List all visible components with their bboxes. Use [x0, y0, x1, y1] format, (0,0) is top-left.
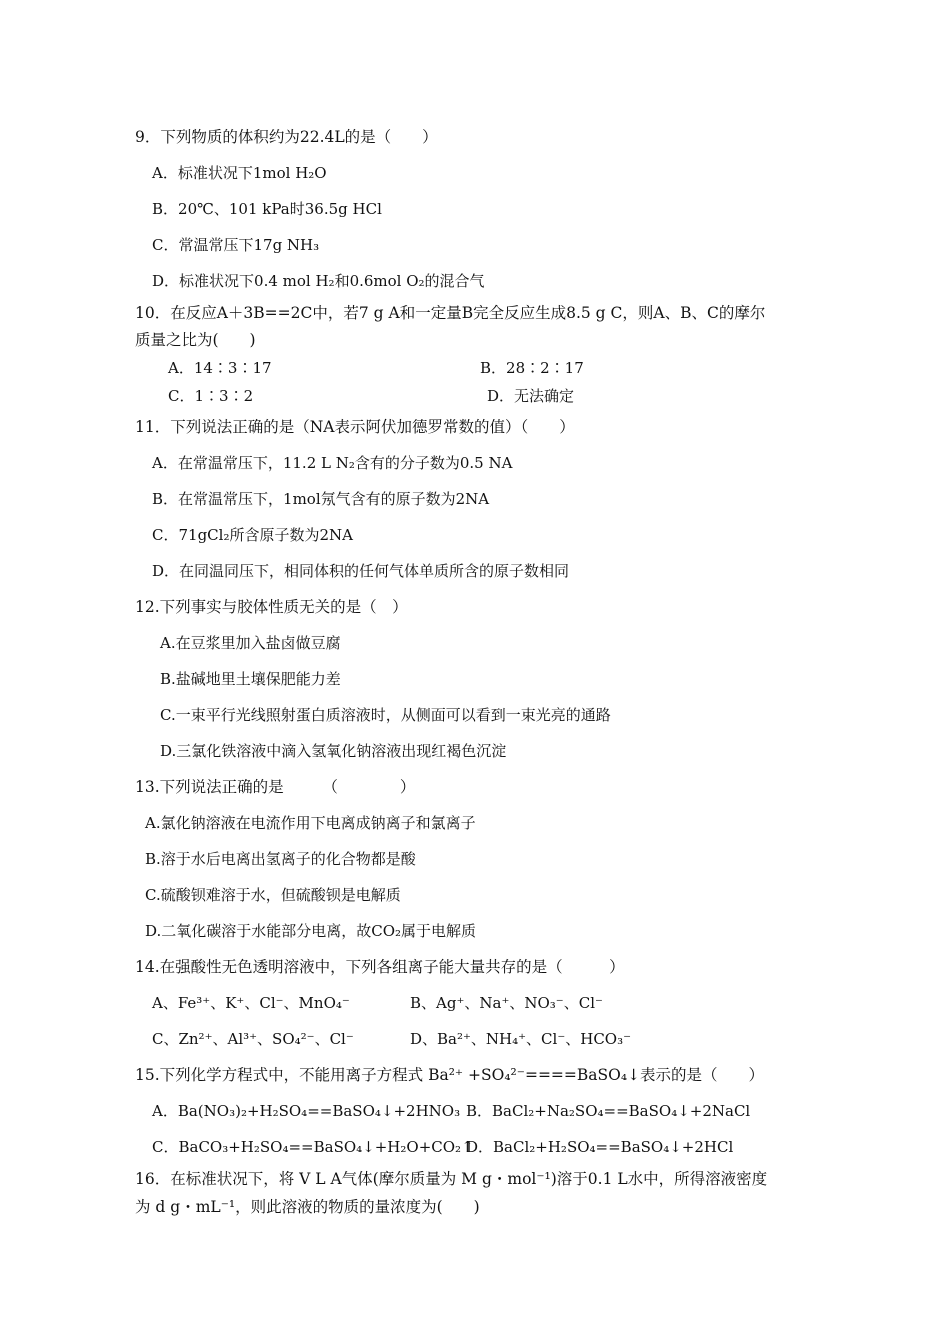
question-9-option-c: C．常温常压下17g NH₃	[152, 236, 320, 254]
question-12-option-c: C.一束平行光线照射蛋白质溶液时，从侧面可以看到一束光亮的通路	[160, 706, 611, 724]
question-16-stem-line1: 16．在标准状况下，将 V L A气体(摩尔质量为 M g・mol⁻¹)溶于0.1 L水中，所得溶液密度	[135, 1170, 768, 1188]
question-14-option-c: C、Zn²⁺、Al³⁺、SO₄²⁻、Cl⁻	[152, 1030, 354, 1048]
question-11-stem: 11．下列说法正确的是（NA表示阿伏加德罗常数的值）（ ）	[135, 418, 575, 436]
question-10-option-c: C．1∶3∶2	[168, 387, 254, 405]
question-13-option-c: C.硫酸钡难溶于水，但硫酸钡是电解质	[145, 886, 401, 904]
question-10-option-d: D．无法确定	[487, 387, 575, 405]
question-10-option-b: B．28∶2∶17	[480, 359, 584, 377]
question-9-option-a: A．标准状况下1mol H₂O	[152, 164, 327, 182]
question-15-option-d: D．BaCl₂+H₂SO₄==BaSO₄↓+2HCl	[466, 1138, 734, 1156]
question-10-stem-line1: 10．在反应A＋3B==2C中，若7 g A和一定量B完全反应生成8.5 g C，则A、B、C的摩尔	[135, 304, 766, 322]
question-15-stem: 15.下列化学方程式中，不能用离子方程式 Ba²⁺ +SO₄²⁻====BaSO₄↓表示的是（ ）	[135, 1066, 765, 1084]
question-9-option-b: B．20℃、101 kPa时36.5g HCl	[152, 200, 382, 218]
question-11-option-b: B．在常温常压下，1mol氖气含有的原子数为2NA	[152, 490, 490, 508]
question-15-option-b: B．BaCl₂+Na₂SO₄==BaSO₄↓+2NaCl	[466, 1102, 751, 1120]
question-13-stem: 13.下列说法正确的是 （ ）	[135, 778, 416, 796]
question-14-option-a: A、Fe³⁺、K⁺、Cl⁻、MnO₄⁻	[152, 994, 350, 1012]
question-11-option-a: A．在常温常压下，11.2 L N₂含有的分子数为0.5 NA	[152, 454, 513, 472]
question-9-option-d: D．标准状况下0.4 mol H₂和0.6mol O₂的混合气	[152, 272, 485, 290]
question-10-option-a: A．14∶3∶17	[168, 359, 272, 377]
question-13-option-a: A.氯化钠溶液在电流作用下电离成钠离子和氯离子	[145, 814, 476, 832]
question-10-stem-line2: 质量之比为( )	[135, 331, 256, 349]
question-15-option-c: C．BaCO₃+H₂SO₄==BaSO₄↓+H₂O+CO₂↑	[152, 1138, 474, 1156]
question-11-option-c: C．71gCl₂所含原子数为2NA	[152, 526, 353, 544]
question-12-stem: 12.下列事实与胶体性质无关的是（ ）	[135, 598, 408, 616]
question-9-stem: 9．下列物质的体积约为22.4L的是（ ）	[135, 128, 438, 146]
question-12-option-b: B.盐碱地里土壤保肥能力差	[160, 670, 341, 688]
question-12-option-a: A.在豆浆里加入盐卤做豆腐	[160, 634, 341, 652]
question-11-option-d: D．在同温同压下，相同体积的任何气体单质所含的原子数相同	[152, 562, 570, 580]
question-16-stem-line2: 为 d g・mL⁻¹，则此溶液的物质的量浓度为( )	[135, 1198, 480, 1216]
question-14-option-d: D、Ba²⁺、NH₄⁺、Cl⁻、HCO₃⁻	[410, 1030, 632, 1048]
question-15-option-a: A．Ba(NO₃)₂+H₂SO₄==BaSO₄↓+2HNO₃	[152, 1102, 461, 1120]
question-14-option-b: B、Ag⁺、Na⁺、NO₃⁻、Cl⁻	[410, 994, 603, 1012]
question-12-option-d: D.三氯化铁溶液中滴入氢氧化钠溶液出现红褐色沉淀	[160, 742, 507, 760]
question-13-option-d: D.二氧化碳溶于水能部分电离，故CO₂属于电解质	[145, 922, 477, 940]
question-14-stem: 14.在强酸性无色透明溶液中，下列各组离子能大量共存的是（ ）	[135, 958, 625, 976]
question-13-option-b: B.溶于水后电离出氢离子的化合物都是酸	[145, 850, 416, 868]
